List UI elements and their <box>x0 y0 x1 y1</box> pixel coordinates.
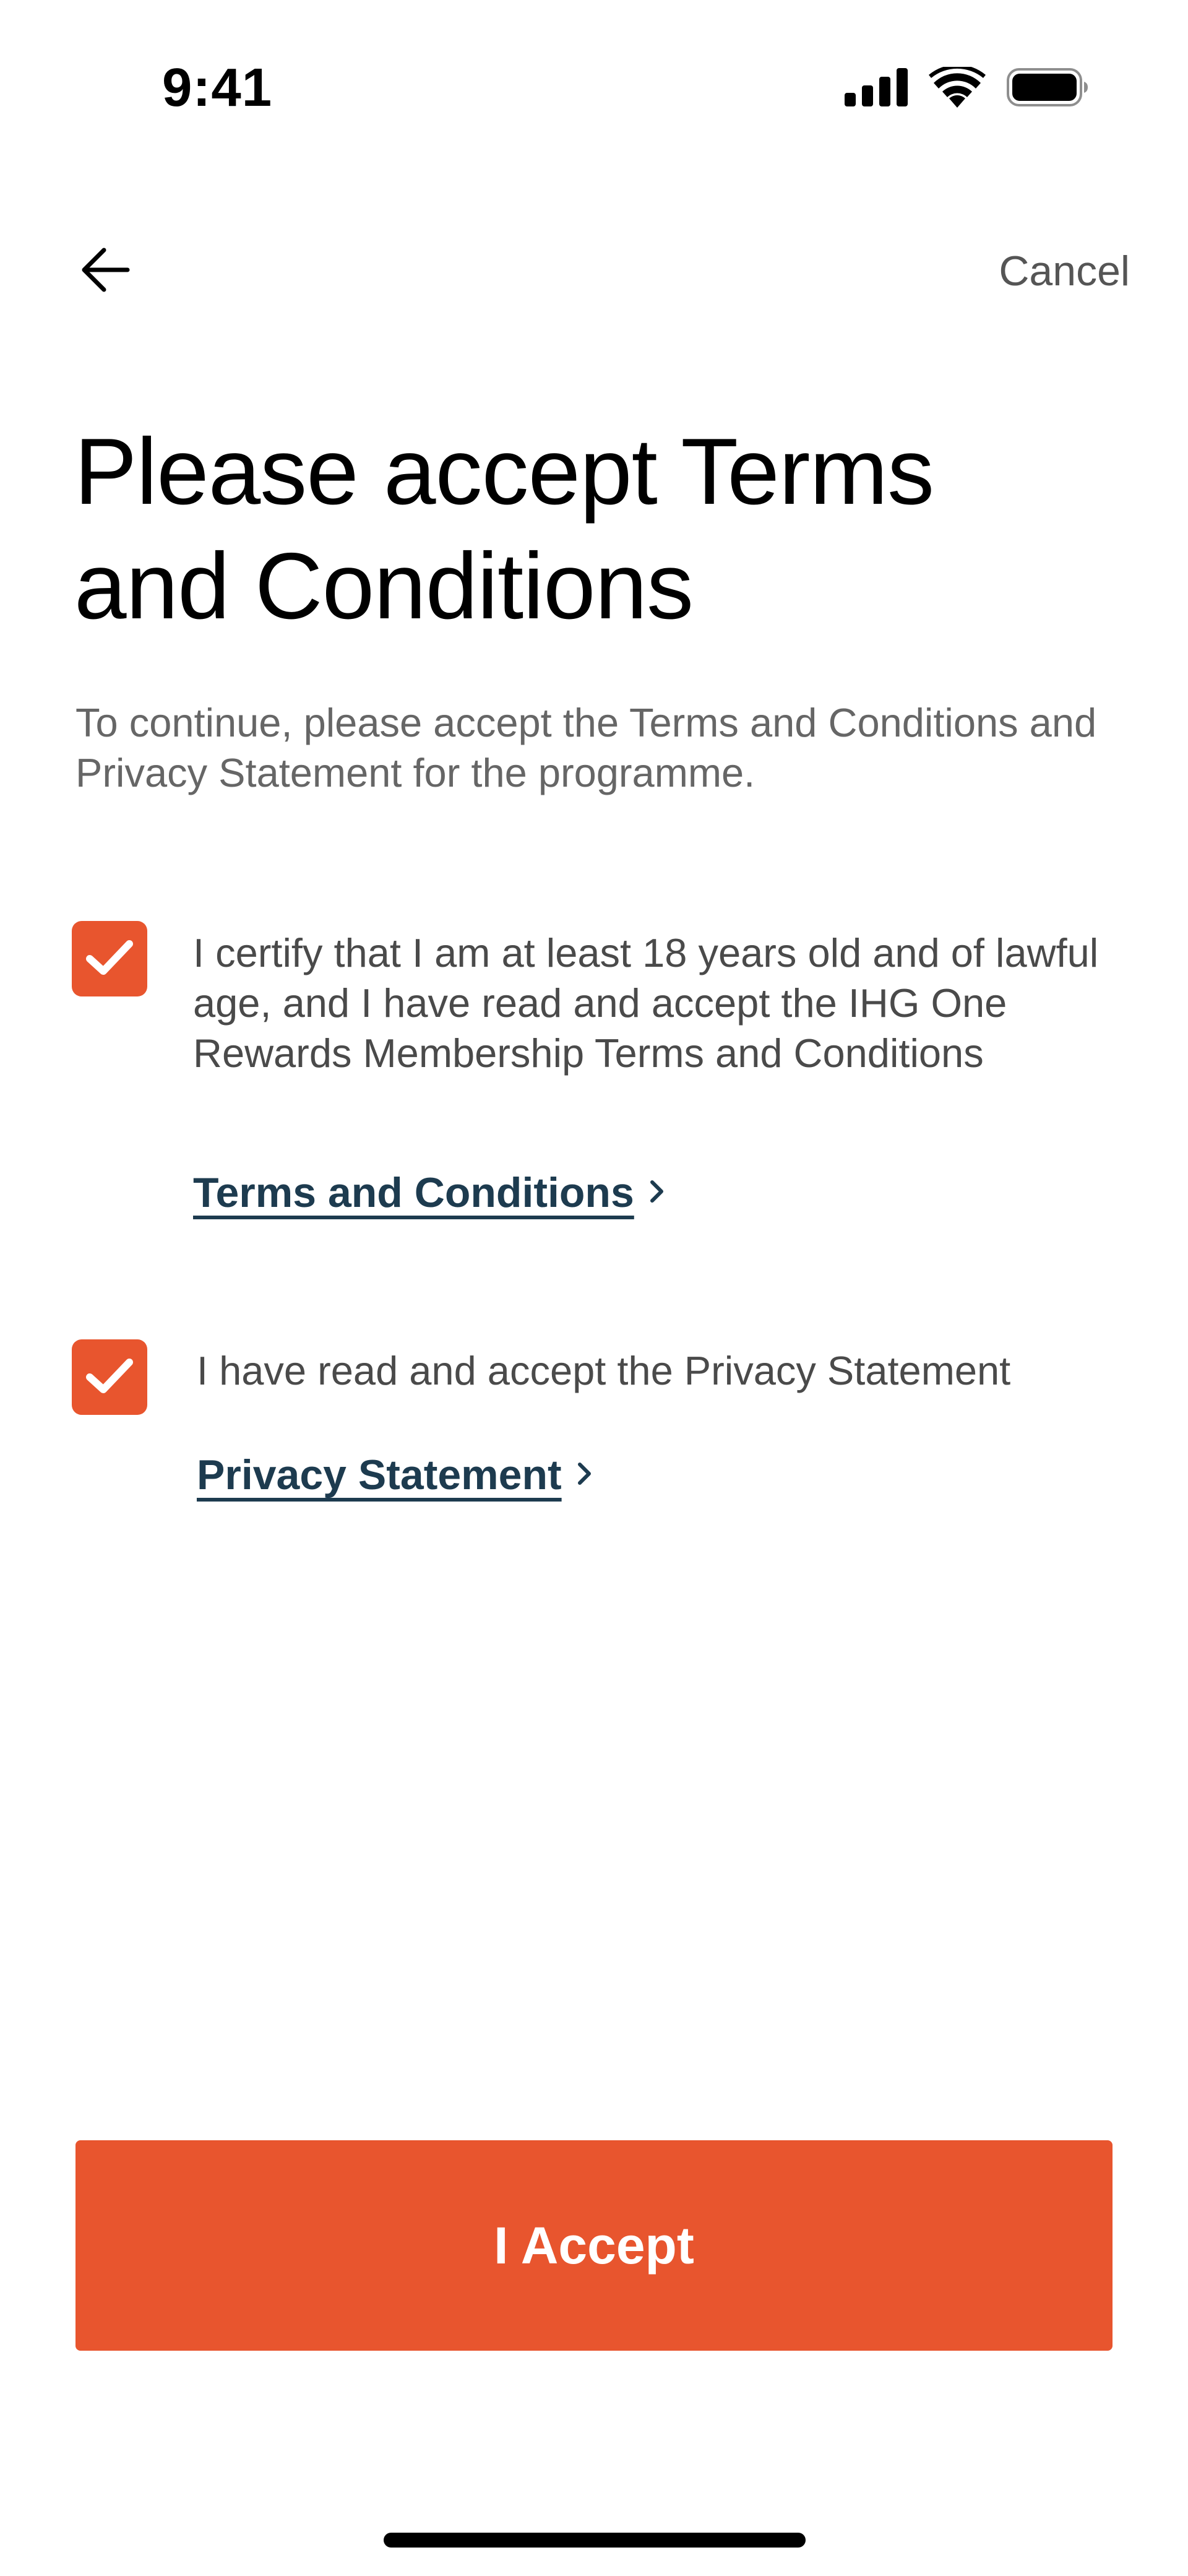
terms-checkbox[interactable] <box>72 921 147 996</box>
battery-icon <box>1007 68 1088 110</box>
cellular-signal-icon <box>845 68 908 110</box>
chevron-right-icon <box>648 1177 666 1209</box>
terms-and-conditions-link[interactable] <box>193 1169 666 1217</box>
privacy-agreement-text: I have read and accept the Privacy Statement <box>197 1348 1011 1393</box>
arrow-left-icon <box>80 248 130 295</box>
cancel-button[interactable]: Cancel <box>999 248 1130 295</box>
back-button[interactable] <box>74 240 136 302</box>
privacy-statement-link[interactable] <box>197 1451 594 1499</box>
checkmark-icon <box>85 938 134 980</box>
accept-button-label: I Accept <box>494 2216 694 2275</box>
home-indicator[interactable] <box>384 2533 806 2548</box>
status-bar-time: 9:41 <box>162 58 273 118</box>
checkmark-icon <box>85 1356 134 1399</box>
privacy-link-label: Privacy Statement <box>197 1451 562 1498</box>
page-title: Please accept Terms and Conditions <box>74 419 934 639</box>
terms-link-label: Terms and Conditions <box>193 1169 634 1216</box>
privacy-checkbox[interactable] <box>72 1339 147 1415</box>
accept-button[interactable] <box>75 2140 1113 2351</box>
wifi-icon <box>929 67 986 111</box>
chevron-right-icon <box>575 1459 594 1491</box>
status-bar-icons <box>845 67 1088 111</box>
terms-agreement-text: I certify that I am at least 18 years old and of lawful age, and I have read and accept the IHG One Rewards Membership Terms and Conditions <box>193 930 1099 1076</box>
page-subtitle: To continue, please accept the Terms and Conditions and Privacy Statement for the programme. <box>75 700 1097 795</box>
